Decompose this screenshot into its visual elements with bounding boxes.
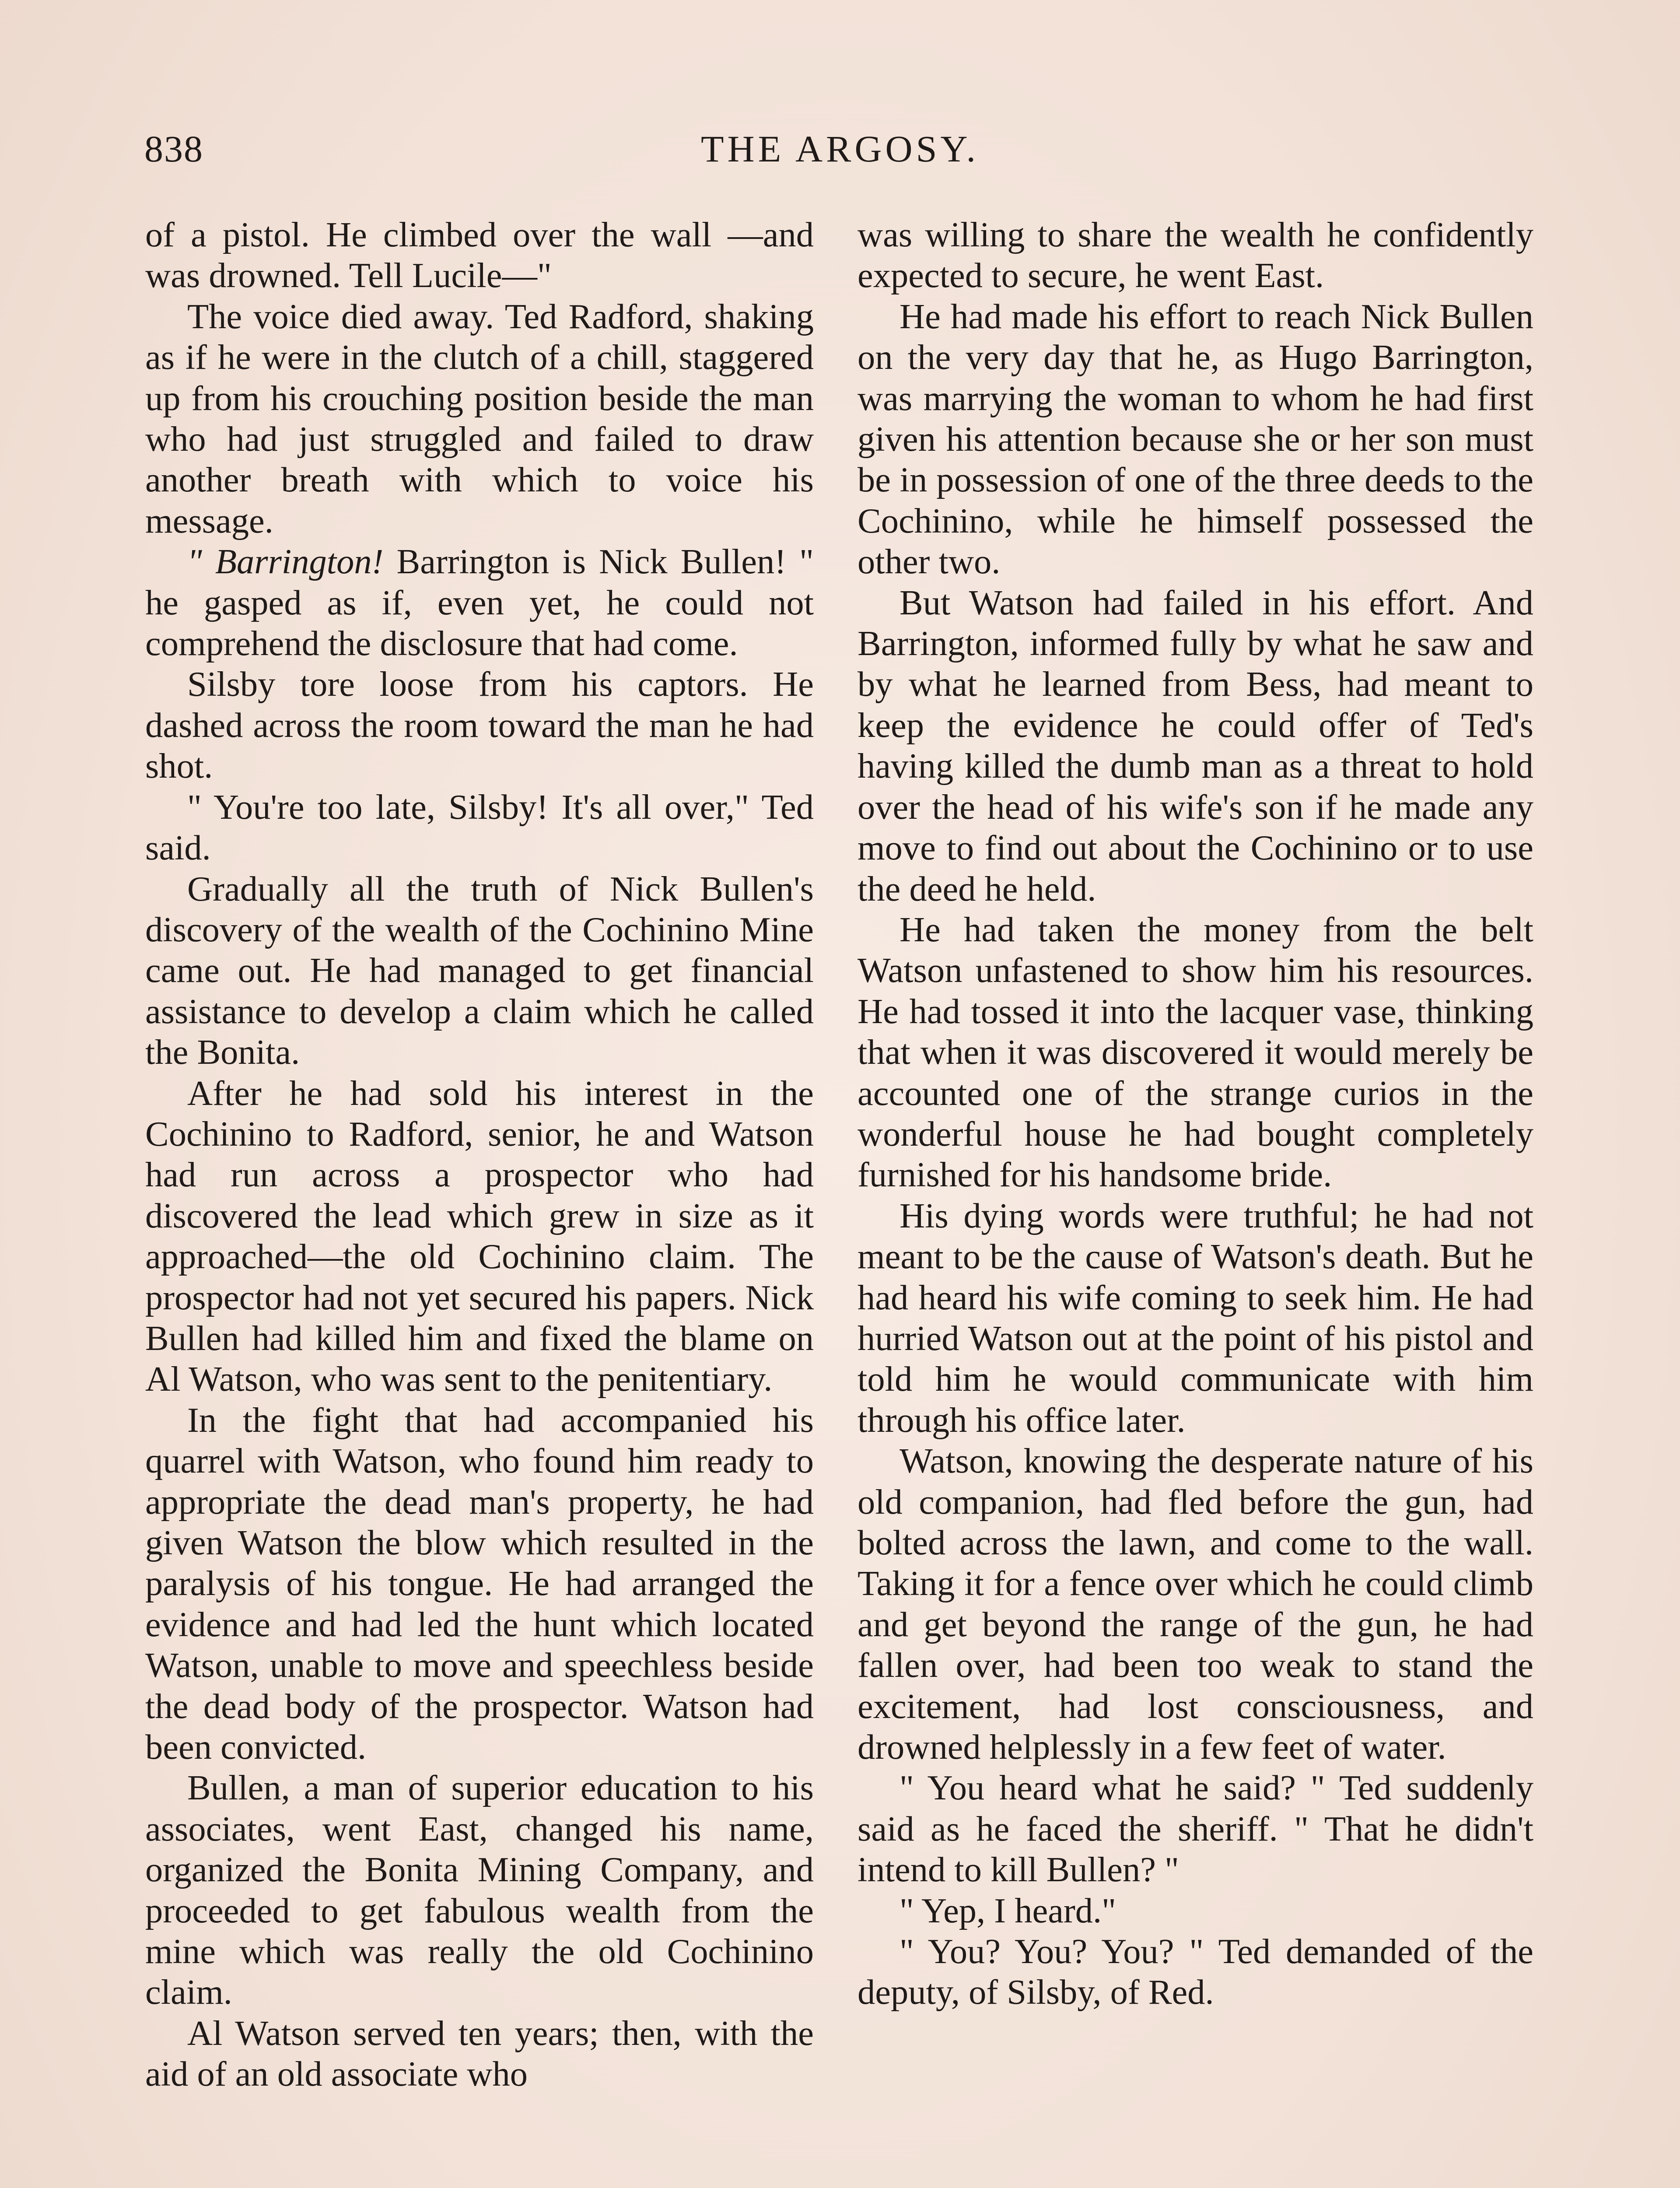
journal-title: THE ARGOSY.	[701, 128, 979, 170]
paragraph	[858, 1890, 1533, 1931]
italic-lead: " Barrington!	[187, 542, 384, 582]
paragraph	[145, 214, 814, 296]
paragraph	[858, 1196, 1533, 1441]
paragraph-text: " You heard what he said? " Ted suddenly said as he faced the sheriff. " That he didn't intend to kill Bullen? "	[858, 1768, 1533, 1890]
paragraph-text: Barrington is Nick Bullen! " he gasped as if, even yet, he could not comprehend the disclosure that had come.	[145, 542, 814, 663]
paragraph-text: of a pistol. He climbed over the wall —and was drowned. Tell Lucile—"	[145, 215, 814, 295]
paragraph	[145, 296, 814, 541]
paragraph	[145, 869, 814, 1073]
paragraph-text: After he had sold his interest in the Cochinino to Radford, senior, he and Watson had run across a prospector who had discovered the lead which grew in size as it approached—the old Cochinino claim. The prospector had not yet secured his papers. Nick Bullen had killed him and fixed the blame on Al Watson, who was sent to the penitentiary.	[145, 1073, 814, 1399]
left-text-column	[145, 214, 814, 2095]
paragraph-text: " Yep, I heard."	[900, 1891, 1116, 1930]
paragraph	[858, 214, 1533, 296]
paragraph	[858, 582, 1533, 909]
paragraph-text: Al Watson served ten years; then, with the aid of an old associate who	[145, 2013, 814, 2094]
paragraph	[145, 1767, 814, 2013]
running-head	[144, 127, 1536, 179]
paragraph-text: Bullen, a man of superior education to his associates, went East, changed his name, organized the Bonita Mining Company, and proceeded to get fabulous wealth from the mine which was really the old Cochinino claim.	[145, 1768, 814, 2012]
paragraph	[858, 1441, 1533, 1767]
paragraph-text: Watson, knowing the desperate nature of his old companion, had fled before the gun, had bolted across the lawn, and come to the wall. Taking it for a fence over which he could climb and get beyond the range of the gun, he had fallen over, had been too weak to stand the excitement, had lost consciousness, and drowned helplessly in a few feet of water.	[858, 1441, 1533, 1767]
paragraph	[858, 909, 1533, 1196]
paragraph-text: He had taken the money from the belt Watson unfastened to show him his resources. He had tossed it into the lacquer vase, thinking that when it was discovered it would merely be accounted one of the strange curios in the wonderful house he had bought completely furnished for his handsome bride.	[858, 910, 1533, 1195]
paragraph-text: The voice died away. Ted Radford, shaking as if he were in the clutch of a chill, staggered up from his crouching position beside the man who had just struggled and failed to draw another breath with which to voice his message.	[145, 297, 814, 540]
paragraph	[145, 2013, 814, 2095]
paragraph-text: In the fight that had accompanied his quarrel with Watson, who found him ready to appropriate the dead man's property, he had given Watson the blow which resulted in the paralysis of his tongue. He had arranged the evidence and had led the hunt which located Watson, unable to move and speechless beside the dead body of the prospector. Watson had been convicted.	[145, 1400, 814, 1767]
paragraph	[145, 1073, 814, 1400]
paragraph-text: Silsby tore loose from his captors. He dashed across the room toward the man he had shot.	[145, 665, 814, 786]
paragraph-text: " You? You? You? " Ted demanded of the deputy, of Silsby, of Red.	[858, 1932, 1533, 2012]
right-text-column	[858, 214, 1533, 2013]
paragraph	[858, 1767, 1533, 1890]
page-number: 838	[144, 128, 203, 170]
paragraph-text: His dying words were truthful; he had not meant to be the cause of Watson's death. But he had heard his wife coming to seek him. He had hurried Watson out at the point of his pistol and told him he would communicate with him through his office later.	[858, 1196, 1533, 1440]
paragraph	[145, 1400, 814, 1768]
paragraph-text: Gradually all the truth of Nick Bullen's discovery of the wealth of the Cochinino Mine came out. He had managed to get financial assistance to develop a claim which he called the Bonita.	[145, 869, 814, 1072]
paragraph	[145, 664, 814, 786]
paragraph-text: " You're too late, Silsby! It's all over," Ted said.	[145, 787, 814, 868]
paragraph	[858, 1931, 1533, 2013]
paragraph-text: was willing to share the wealth he confidently expected to secure, he went East.	[858, 215, 1533, 295]
paragraph	[858, 296, 1533, 582]
paragraph	[145, 787, 814, 869]
paragraph	[145, 541, 814, 664]
paragraph-text: But Watson had failed in his effort. And Barrington, informed fully by what he saw and by what he learned from Bess, had meant to keep the evidence he could offer of Ted's having killed the dumb man as a threat to hold over the head of his wife's son if he made any move to find out about the Cochinino or to use the deed he held.	[858, 583, 1533, 908]
paragraph-text: He had made his effort to reach Nick Bullen on the very day that he, as Hugo Barrington, was marrying the woman to whom he had first given his attention because she or her son must be in possession of one of the three deeds to the Cochinino, while he himself possessed the other two.	[858, 297, 1533, 582]
